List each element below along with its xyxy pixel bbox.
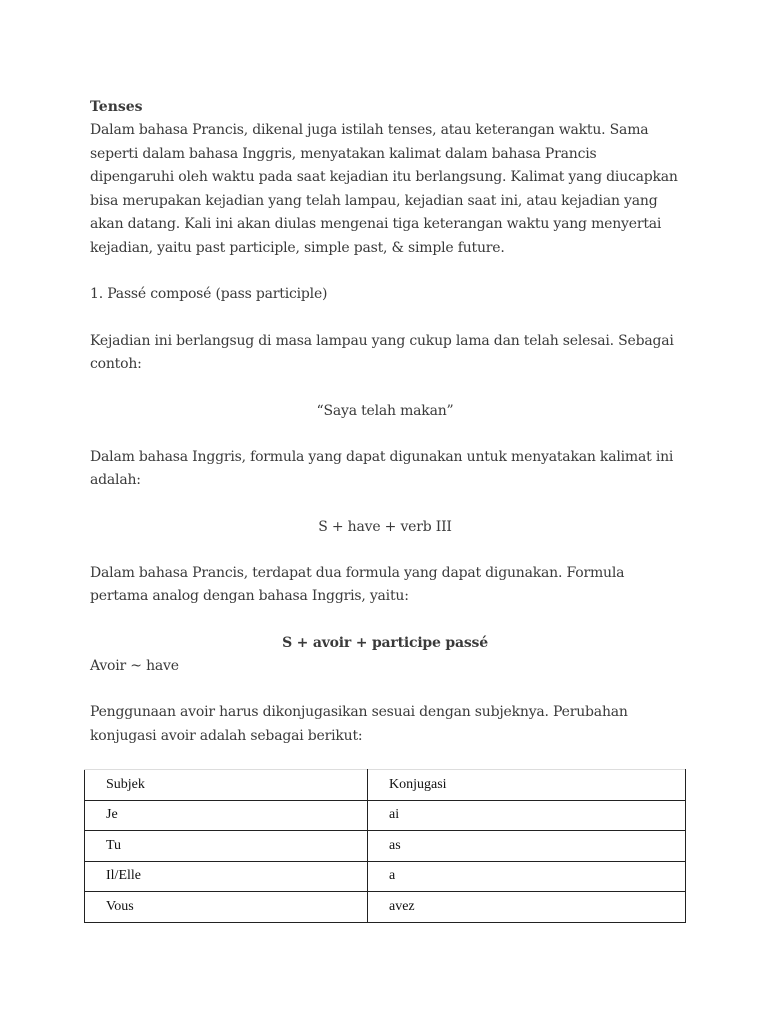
- spacer: [90, 493, 680, 516]
- table-row: [85, 800, 686, 831]
- conjugation-intro: Penggunaan avoir harus dikonjugasikan sesuai dengan subjeknya. Perubahan konjugasi avoir adalah sebagai berikut:: [90, 704, 628, 744]
- document-body: [90, 96, 680, 748]
- table-row: [85, 861, 686, 892]
- french-formula: S + avoir + participe passé: [282, 634, 488, 651]
- table-cell-conjugation: avez: [368, 892, 686, 923]
- table-header-cell: Subjek: [85, 770, 368, 801]
- spacer: [90, 260, 680, 283]
- table-cell-subject: Vous: [85, 892, 368, 923]
- table-cell-subject: Je: [85, 800, 368, 831]
- english-formula-intro: Dalam bahasa Inggris, formula yang dapat digunakan untuk menyatakan kalimat ini adalah:: [90, 448, 674, 488]
- spacer: [90, 539, 680, 562]
- table-cell-subject: Tu: [85, 831, 368, 862]
- spacer: [90, 307, 680, 330]
- french-formula-intro: Dalam bahasa Prancis, terdapat dua formula yang dapat digunakan. Formula pertama analog dengan bahasa Inggris, yaitu:: [90, 564, 625, 604]
- table-cell-subject: Il/Elle: [85, 861, 368, 892]
- english-formula: S + have + verb III: [318, 518, 452, 535]
- table-header-row: [85, 770, 686, 801]
- spacer: [90, 423, 680, 446]
- spacer: [90, 678, 680, 701]
- table-cell-conjugation: a: [368, 861, 686, 892]
- table-header-cell: Konjugasi: [368, 770, 686, 801]
- table-cell-conjugation: as: [368, 831, 686, 862]
- section-description: Kejadian ini berlangsug di masa lampau yang cukup lama dan telah selesai. Sebagai contoh:: [90, 332, 674, 372]
- intro-paragraph: Dalam bahasa Prancis, dikenal juga istilah tenses, atau keterangan waktu. Sama seperti dalam bahasa Inggris, menyatakan kalimat dalam bahasa Prancis dipengaruhi oleh waktu pada saat kejadian itu berlangsung. Kalimat yang diucapkan bisa merupakan kejadian yang telah lampau, kejadian saat ini, atau kejadian yang akan datang. Kali ini akan diulas mengenai tiga keterangan waktu yang menyertai kejadian, yaitu past participle, simple past, & simple future.: [90, 122, 678, 256]
- heading-tenses: Tenses: [90, 99, 143, 115]
- example-sentence: “Saya telah makan”: [316, 402, 454, 419]
- spacer: [90, 377, 680, 400]
- table-row: [85, 831, 686, 862]
- table-row: [85, 892, 686, 923]
- table-cell-conjugation: ai: [368, 800, 686, 831]
- spacer: [90, 609, 680, 632]
- section-title-passe-compose: 1. Passé composé (pass participle): [90, 286, 328, 302]
- avoir-note: Avoir ~ have: [90, 657, 179, 674]
- conjugation-table: [84, 769, 686, 923]
